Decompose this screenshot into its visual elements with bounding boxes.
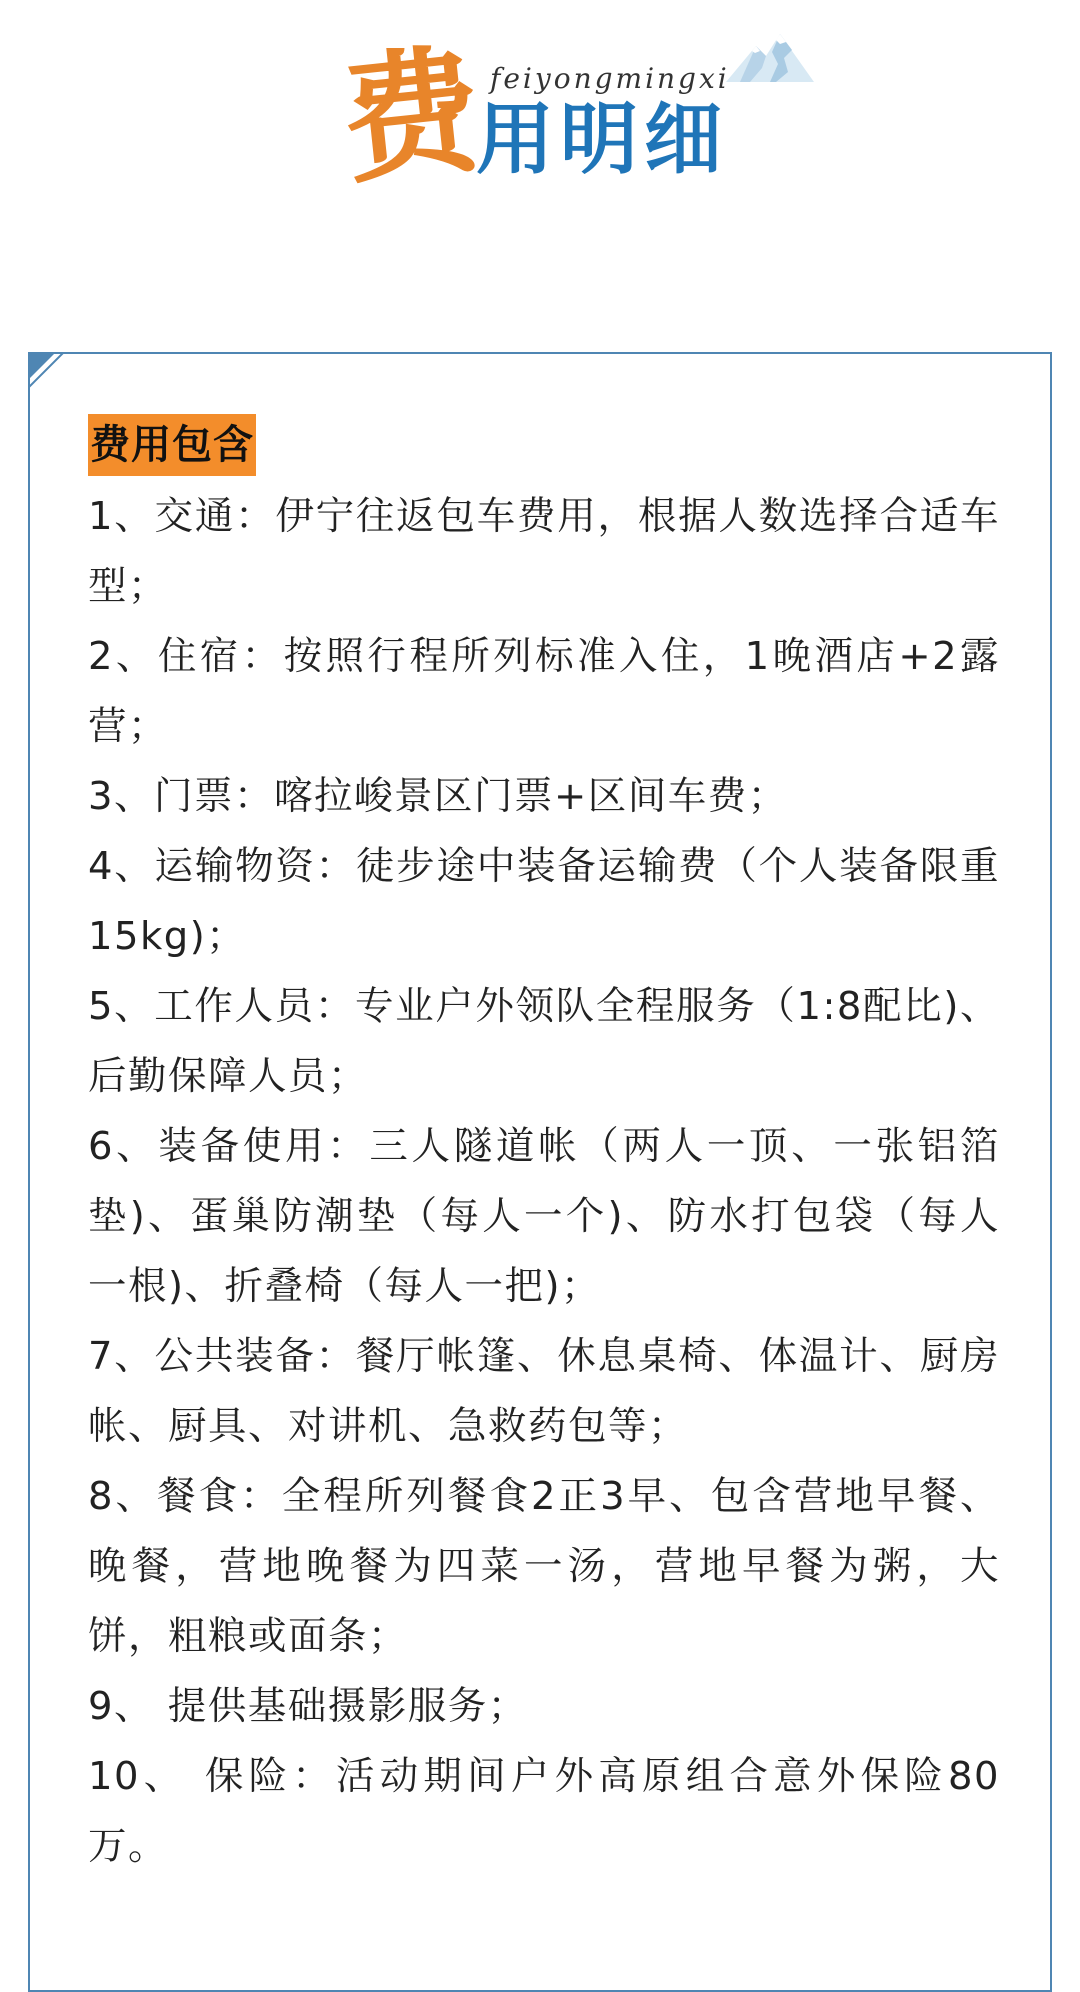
title-pinyin: feiyongmingxi [490, 62, 730, 95]
fee-details-box [28, 352, 1052, 1992]
title-first-char: 费 [333, 27, 489, 204]
corner-decoration-icon [28, 352, 68, 392]
section-heading: 费用包含 [88, 414, 256, 476]
list-item: 8、餐食：全程所列餐食2正3早、包含营地早餐、晚餐，营地晚餐为四菜一汤，营地早餐为粥，大饼，粗粮或面条； [88, 1474, 1000, 1659]
list-item: 5、工作人员：专业户外领队全程服务（1:8配比)、后勤保障人员； [88, 984, 1000, 1099]
list-item: 4、运输物资：徒步途中装备运输费（个人装备限重15kg)； [88, 844, 1000, 959]
list-item: 1、交通：伊宁往返包车费用，根据人数选择合适车型； [88, 494, 1000, 609]
mountain-icon [722, 28, 818, 90]
fee-items-list [88, 482, 1000, 1882]
list-item: 10、 保险：活动期间户外高原组合意外保险80万。 [88, 1754, 1000, 1869]
list-item: 3、门票：喀拉峻景区门票+区间车费； [88, 774, 788, 819]
list-item: 2、住宿：按照行程所列标准入住，1晚酒店+2露营； [88, 634, 1000, 749]
list-item: 9、 提供基础摄影服务； [88, 1684, 528, 1729]
list-item: 7、公共装备：餐厅帐篷、休息桌椅、体温计、厨房帐、厨具、对讲机、急救药包等； [88, 1334, 1000, 1449]
title-rest: 用明细 [476, 95, 729, 185]
list-item: 6、装备使用：三人隧道帐（两人一顶、一张铝箔垫)、蛋巢防潮垫（每人一个)、防水打包袋（每人一根)、折叠椅（每人一把)； [88, 1124, 1000, 1309]
page-header [0, 0, 1080, 260]
